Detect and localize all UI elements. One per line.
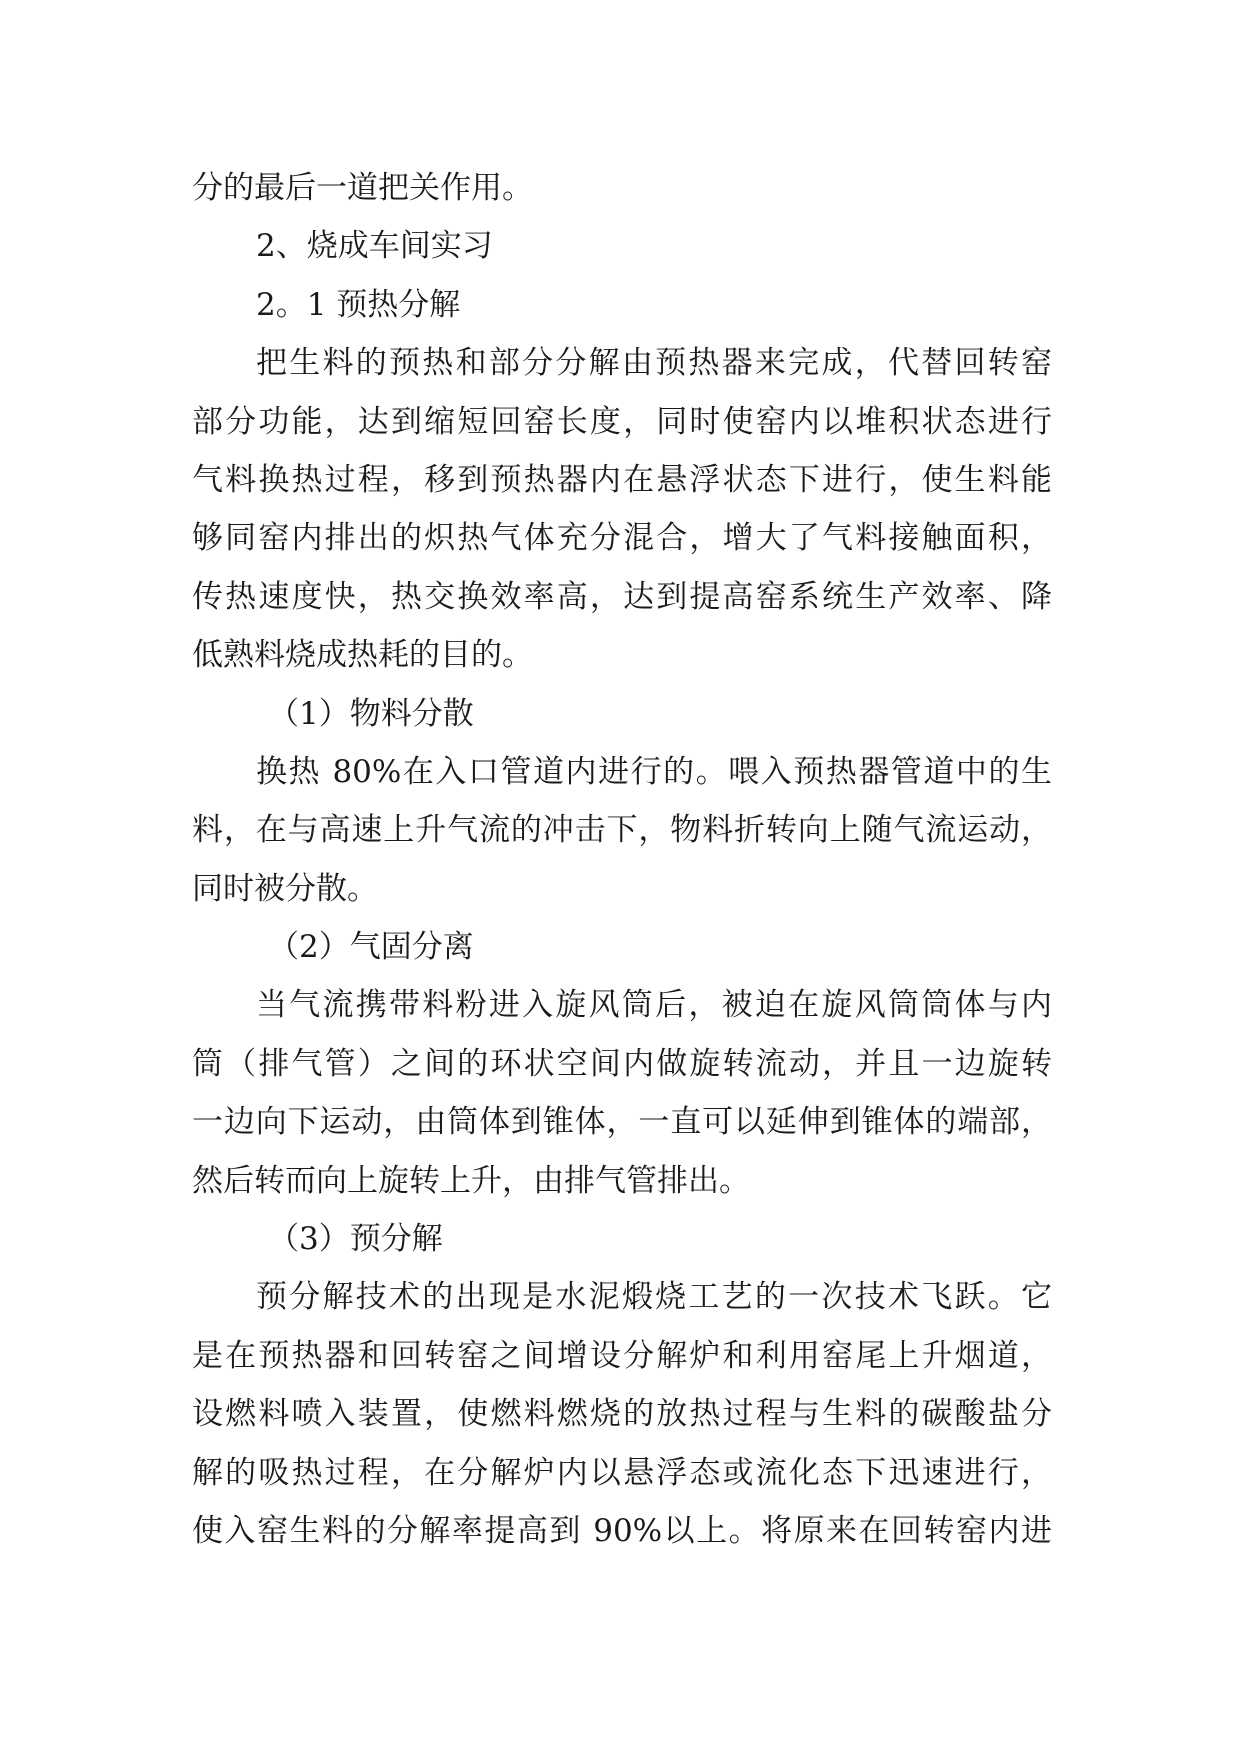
paragraph-line: 部分功能，达到缩短回窑长度，同时使窑内以堆积状态进行 xyxy=(192,403,1052,440)
paragraph-line: 换热 80%在入口管道内进行的。喂入预热器管道中的生 xyxy=(256,753,1052,790)
paragraph-line: 料，在与高速上升气流的冲击下，物料折转向上随气流运动， xyxy=(192,812,1052,849)
paragraph-line: 当气流携带料粉进入旋风筒后，被迫在旋风筒筒体与内 xyxy=(256,987,1052,1024)
paragraph-line: 预分解技术的出现是水泥煅烧工艺的一次技术飞跃。它 xyxy=(256,1279,1052,1316)
item-heading: （3）预分解 xyxy=(268,1221,443,1258)
paragraph-line: 一边向下运动，由筒体到锥体，一直可以延伸到锥体的端部， xyxy=(192,1104,1052,1141)
section-heading: 2、烧成车间实习 xyxy=(256,228,493,265)
paragraph-line: 够同窑内排出的炽热气体充分混合，增大了气料接触面积， xyxy=(192,520,1052,557)
paragraph-line: 设燃料喷入装置，使燃料燃烧的放热过程与生料的碳酸盐分 xyxy=(192,1396,1052,1433)
paragraph-line: 分的最后一道把关作用。 xyxy=(192,170,533,206)
paragraph-line: 然后转而向上旋转上升，由排气管排出。 xyxy=(192,1162,750,1199)
paragraph-line: 传热速度快，热交换效率高，达到提高窑系统生产效率、降 xyxy=(192,578,1052,615)
paragraph-line: 气料换热过程，移到预热器内在悬浮状态下进行，使生料能 xyxy=(192,461,1052,498)
paragraph-line: 把生料的预热和部分分解由预热器来完成，代替回转窑 xyxy=(256,345,1052,382)
paragraph-line: 筒（排气管）之间的环状空间内做旋转流动，并且一边旋转 xyxy=(192,1045,1052,1082)
subsection-heading: 2。1 预热分解 xyxy=(256,286,461,323)
paragraph-line: 使入窑生料的分解率提高到 90%以上。将原来在回转窑内进 xyxy=(192,1512,1052,1549)
item-heading: （2）气固分离 xyxy=(268,929,474,966)
paragraph-line: 解的吸热过程，在分解炉内以悬浮态或流化态下迅速进行， xyxy=(192,1454,1052,1491)
document-body xyxy=(192,159,1052,1560)
paragraph-line: 低熟料烧成热耗的目的。 xyxy=(192,637,533,674)
paragraph-line: 是在预热器和回转窑之间增设分解炉和利用窑尾上升烟道， xyxy=(192,1337,1052,1374)
item-heading: （1）物料分散 xyxy=(268,695,474,732)
paragraph-line: 同时被分散。 xyxy=(192,870,378,907)
